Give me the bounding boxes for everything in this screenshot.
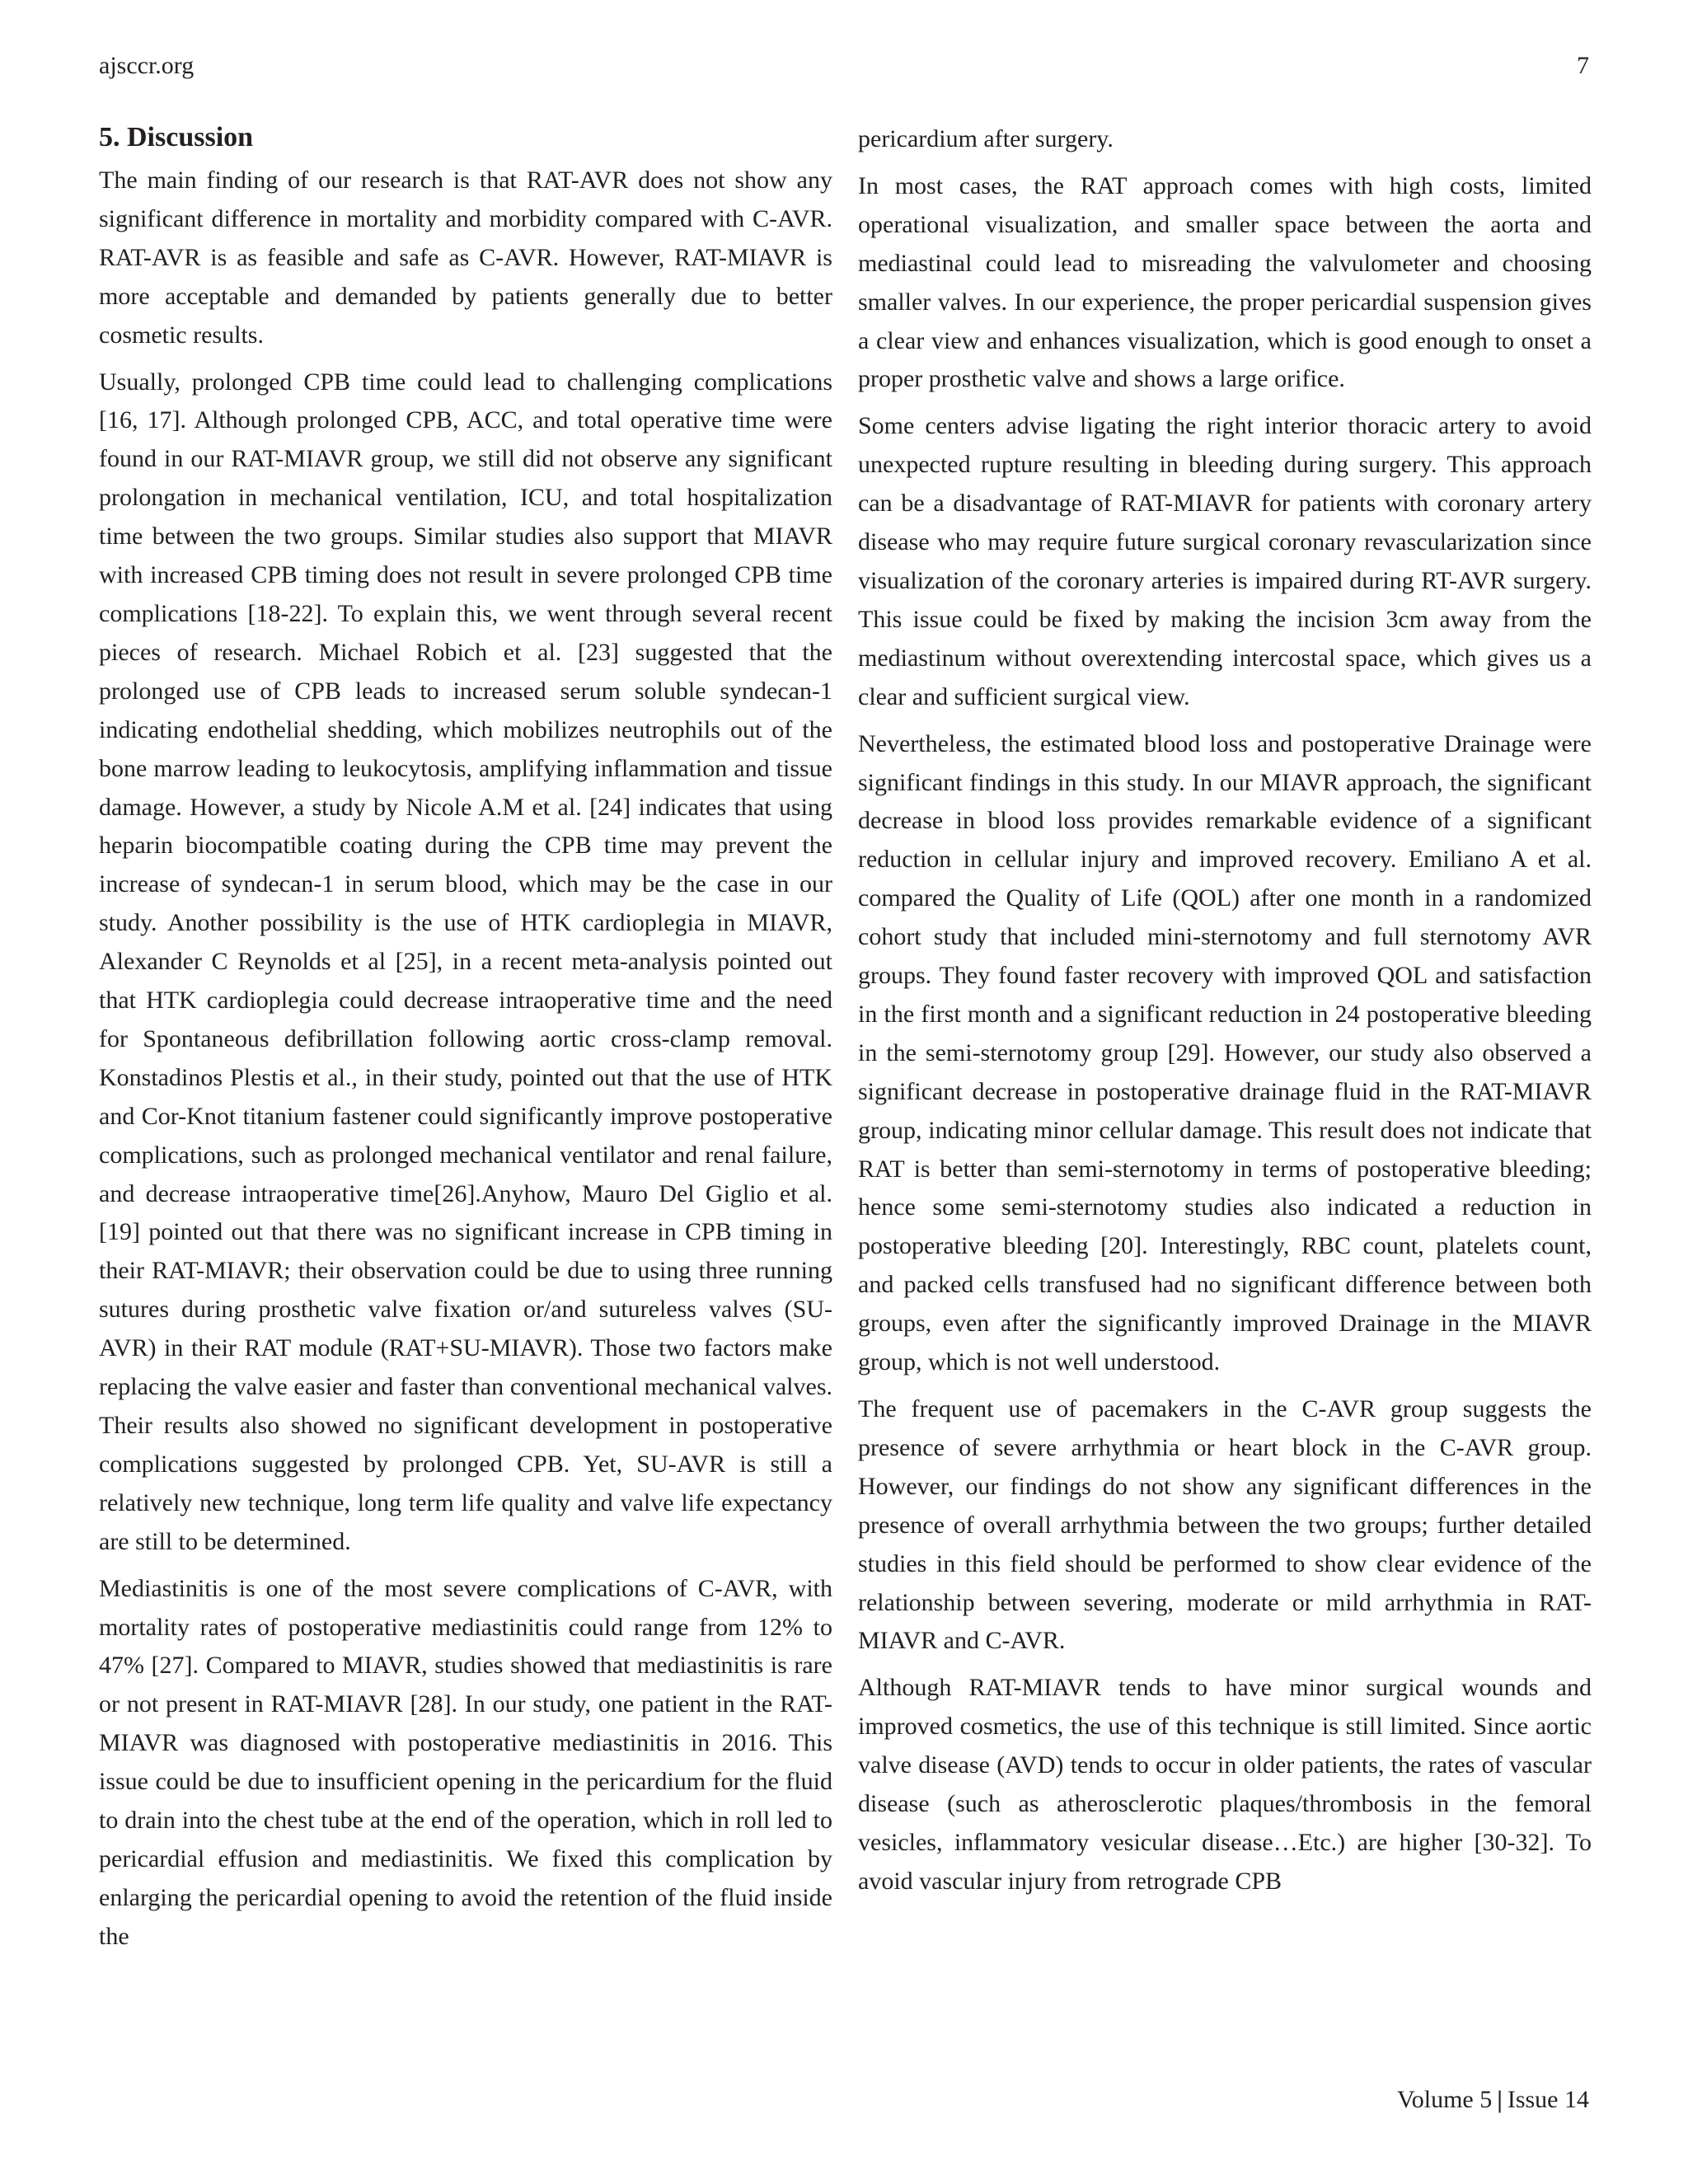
section-heading: 5. Discussion <box>99 122 254 152</box>
right-column <box>858 115 1592 1910</box>
page-number: 7 <box>1577 52 1589 79</box>
paragraph: Nevertheless, the estimated blood loss and postoperative Drainage were significant findings in this study. In our MIAVR approach, the significant decrease in blood loss provides remarkable evidence of a significant reduction in cellular injury and improved recovery. Emiliano A et al. compared the Quality of Life (QOL) after one month in a randomized cohort study that included mini-sternotomy and full sternotomy AVR groups. They found faster recovery with improved QOL and satisfaction in the first month and a significant reduction in 24 postoperative bleeding in the semi-sternotomy group [29]. However, our study also observed a significant decrease in postoperative drainage fluid in the RAT-MIAVR group, indicating minor cellular damage. This result does not indicate that RAT is better than semi-sternotomy in terms of postoperative bleeding; hence some semi-sternotomy studies also indicated a reduction in postoperative bleeding [20]. Interestingly, RBC count, platelets count, and packed cells transfused had no significant difference between both groups, even after the significantly improved Drainage in the MIAVR group, which is not well understood. <box>858 729 1592 1376</box>
paragraph: Mediastinitis is one of the most severe complications of C-AVR, with mortality rates of postoperative mediastinitis could range from 12% to 47% [27]. Compared to MIAVR, studies showed that mediastinitis is rare or not present in RAT-MIAVR [28]. In our study, one patient in the RAT-MIAVR was diagnosed with postoperative mediastinitis in 2016. This issue could be due to insufficient opening in the pericardium for the fluid to drain into the chest tube at the end of the operation, which in roll led to pericardial effusion and mediastinitis. We fixed this complication by enlarging the pericardial opening to avoid the retention of the fluid inside the <box>99 1574 832 1950</box>
footer-separator: | <box>1497 2086 1503 2113</box>
paragraph: Some centers advise ligating the right interior thoracic artery to avoid unexpected rupture resulting in bleeding during surgery. This approach can be a disadvantage of RAT-MIAVR for patients with coronary artery disease who may require future surgical coronary revascularization since visualization of the coronary arteries is impaired during RT-AVR surgery. This issue could be fixed by making the incision 3cm away from the mediastinum without overextending intercostal space, which gives us a clear and sufficient surgical view. <box>858 412 1592 710</box>
footer-issue: Issue 14 <box>1507 2086 1589 2113</box>
paragraph: The main finding of our research is that RAT-AVR does not show any significant difference in mortality and morbidity compared with C-AVR. RAT-AVR is as feasible and safe as C-AVR. However, RAT-MIAVR is more acceptable and demanded by patients generally due to better cosmetic results. <box>99 166 832 349</box>
left-column <box>99 115 832 1965</box>
journal-site: ajsccr.org <box>99 52 195 79</box>
paragraph: Although RAT-MIAVR tends to have minor surgical wounds and improved cosmetics, the use of this technique is still limited. Since aortic valve disease (AVD) tends to occur in older patients, the rates of vascular disease (such as atherosclerotic plaques/thrombosis in the femoral vesicles, inflammatory vesicular disease…Etc.) are higher [30-32]. To avoid vascular injury from retrograde CPB <box>858 1674 1592 1895</box>
paragraph: The frequent use of pacemakers in the C-AVR group suggests the presence of severe arrhythmia or heart block in the C-AVR group. However, our findings do not show any significant differences in the presence of overall arrhythmia between the two groups; further detailed studies in this field should be performed to show clear evidence of the relationship between severing, moderate or mild arrhythmia in RAT-MIAVR and C-AVR. <box>858 1395 1592 1655</box>
footer-volume-issue <box>1397 2083 1589 2116</box>
paragraph: Usually, prolonged CPB time could lead to challenging complications [16, 17]. Although prolonged CPB, ACC, and total operative time were found in our RAT-MIAVR group, we still did not observe any significant prolongation in mechanical ventilation, ICU, and total hospitalization time between the two groups. Similar studies also support that MIAVR with increased CPB timing does not result in severe prolonged CPB time complications [18-22]. To explain this, we went through several recent pieces of research. Michael Robich et al. [23] suggested that the prolonged use of CPB leads to increased serum soluble syndecan-1 indicating endothelial shedding, which mobilizes neutrophils out of the bone marrow leading to leukocytosis, amplifying inflammation and tissue damage. However, a study by Nicole A.M et al. [24] indicates that using heparin biocompatible coating during the CPB time may prevent the increase of syndecan-1 in serum blood, which may be the case in our study. Another possibility is the use of HTK cardioplegia in MIAVR, Alexander C Reynolds et al [25], in a recent meta-analysis pointed out that HTK cardioplegia could decrease intraoperative time and the need for Spontaneous defibrillation following aortic cross-clamp removal. Konstadinos Plestis et al., in their study, pointed out that the use of HTK and Cor-Knot titanium fastener could significantly improve postoperative complications, such as prolonged mechanical ventilator and renal failure, and decrease intraoperative time[26].Anyhow, Mauro Del Giglio et al.[19] pointed out that there was no significant increase in CPB timing in their RAT-MIAVR; their observation could be due to using three running sutures during prosthetic valve fixation or/and sutureless valves (SU-AVR) in their RAT module (RAT+SU-MIAVR). Those two factors make replacing the valve easier and faster than conventional mechanical valves. Their results also showed no significant development in postoperative complications suggested by prolonged CPB. Yet, SU-AVR is still a relatively new technique, long term life quality and valve life expectancy are still to be determined. <box>99 368 832 1555</box>
footer-volume: Volume 5 <box>1396 2086 1493 2113</box>
paragraph: In most cases, the RAT approach comes with high costs, limited operational visualization, and smaller space between the aorta and mediastinal could lead to misreading the valvulometer and choosing smaller valves. In our experience, the proper pericardial suspension gives a clear view and enhances visualization, which is good enough to onset a proper prosthetic valve and shows a large orifice. <box>858 171 1592 393</box>
paragraph-continuation: pericardium after surgery. <box>858 125 1114 152</box>
